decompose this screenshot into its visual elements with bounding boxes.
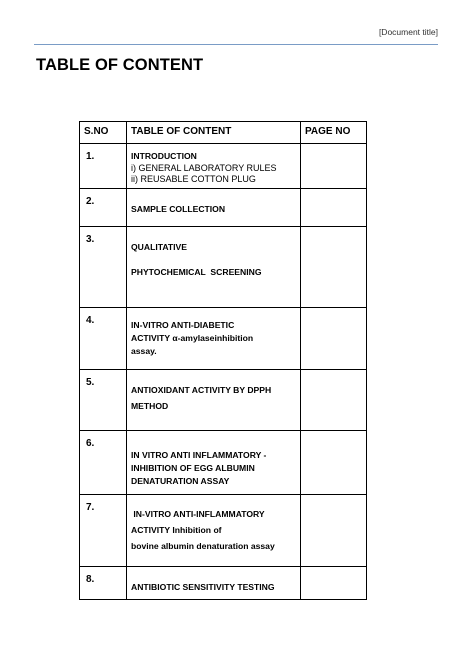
- row-title: [127, 567, 301, 600]
- row-page-no: [301, 431, 367, 495]
- row-page-no: [301, 144, 367, 189]
- row-page-no: [301, 495, 367, 567]
- row-title: [127, 495, 301, 567]
- table-of-contents: [79, 121, 367, 600]
- row-title: [127, 189, 301, 227]
- row-title-line: ANTIBIOTIC SENSITIVITY TESTING: [131, 582, 275, 592]
- table-row: [80, 431, 367, 495]
- header-sno: S.NO: [80, 122, 127, 144]
- row-page-no: [301, 370, 367, 431]
- row-number: 1.: [80, 144, 127, 189]
- row-title: [127, 431, 301, 495]
- row-title-line: DENATURATION ASSAY: [131, 476, 230, 486]
- row-title-line: QUALITATIVE: [131, 242, 188, 252]
- row-number: 7.: [80, 495, 127, 567]
- document-title-placeholder: [Document title]: [378, 27, 438, 37]
- row-title-line: IN-VITRO ANTI-INFLAMMATORY: [131, 509, 265, 519]
- row-title-line: SAMPLE COLLECTION: [131, 204, 226, 214]
- row-title-line: ii) REUSABLE COTTON PLUG: [131, 174, 256, 184]
- row-number: 5.: [80, 370, 127, 431]
- row-page-no: [301, 308, 367, 370]
- table-header-row: [80, 122, 367, 144]
- table-row: [80, 227, 367, 308]
- row-number: 3.: [80, 227, 127, 308]
- header-divider: [34, 44, 438, 45]
- table-row: [80, 370, 367, 431]
- row-title-line: IN-VITRO ANTI-DIABETIC: [131, 320, 235, 330]
- row-title-line: assay.: [131, 346, 157, 356]
- row-title-line-part: Inhibition of: [172, 525, 222, 535]
- table-row: [80, 189, 367, 227]
- header-page-no: PAGE NO: [301, 122, 367, 144]
- row-page-no: [301, 567, 367, 600]
- row-title-line-justified: [131, 524, 297, 537]
- row-title-line: i) GENERAL LABORATORY RULES: [131, 163, 277, 173]
- row-title-line: METHOD: [131, 401, 169, 411]
- row-title-line: PHYTOCHEMICAL SCREENING: [131, 267, 262, 277]
- header-title: TABLE OF CONTENT: [127, 122, 301, 144]
- row-title-line: ANTIOXIDANT ACTIVITY BY DPPH: [131, 385, 272, 395]
- row-title: [127, 144, 301, 189]
- table-row: [80, 144, 367, 189]
- row-title-line: ACTIVITY α-amylaseinhibition: [131, 333, 254, 343]
- row-number: 2.: [80, 189, 127, 227]
- row-title-line: bovine albumin denaturation assay: [131, 541, 275, 551]
- row-title: [127, 308, 301, 370]
- row-number: 4.: [80, 308, 127, 370]
- table-row: [80, 495, 367, 567]
- row-title: [127, 370, 301, 431]
- row-title: [127, 227, 301, 308]
- row-title-line: INHIBITION OF EGG ALBUMIN: [131, 463, 255, 473]
- row-number: 6.: [80, 431, 127, 495]
- row-number: 8.: [80, 567, 127, 600]
- row-page-no: [301, 227, 367, 308]
- row-title-line: IN VITRO ANTI INFLAMMATORY -: [131, 450, 267, 460]
- row-title-line: INTRODUCTION: [131, 151, 197, 161]
- row-title-line-part: ACTIVITY: [131, 525, 170, 535]
- page-title: TABLE OF CONTENT: [36, 56, 204, 74]
- table-row: [80, 567, 367, 600]
- table-row: [80, 308, 367, 370]
- row-page-no: [301, 189, 367, 227]
